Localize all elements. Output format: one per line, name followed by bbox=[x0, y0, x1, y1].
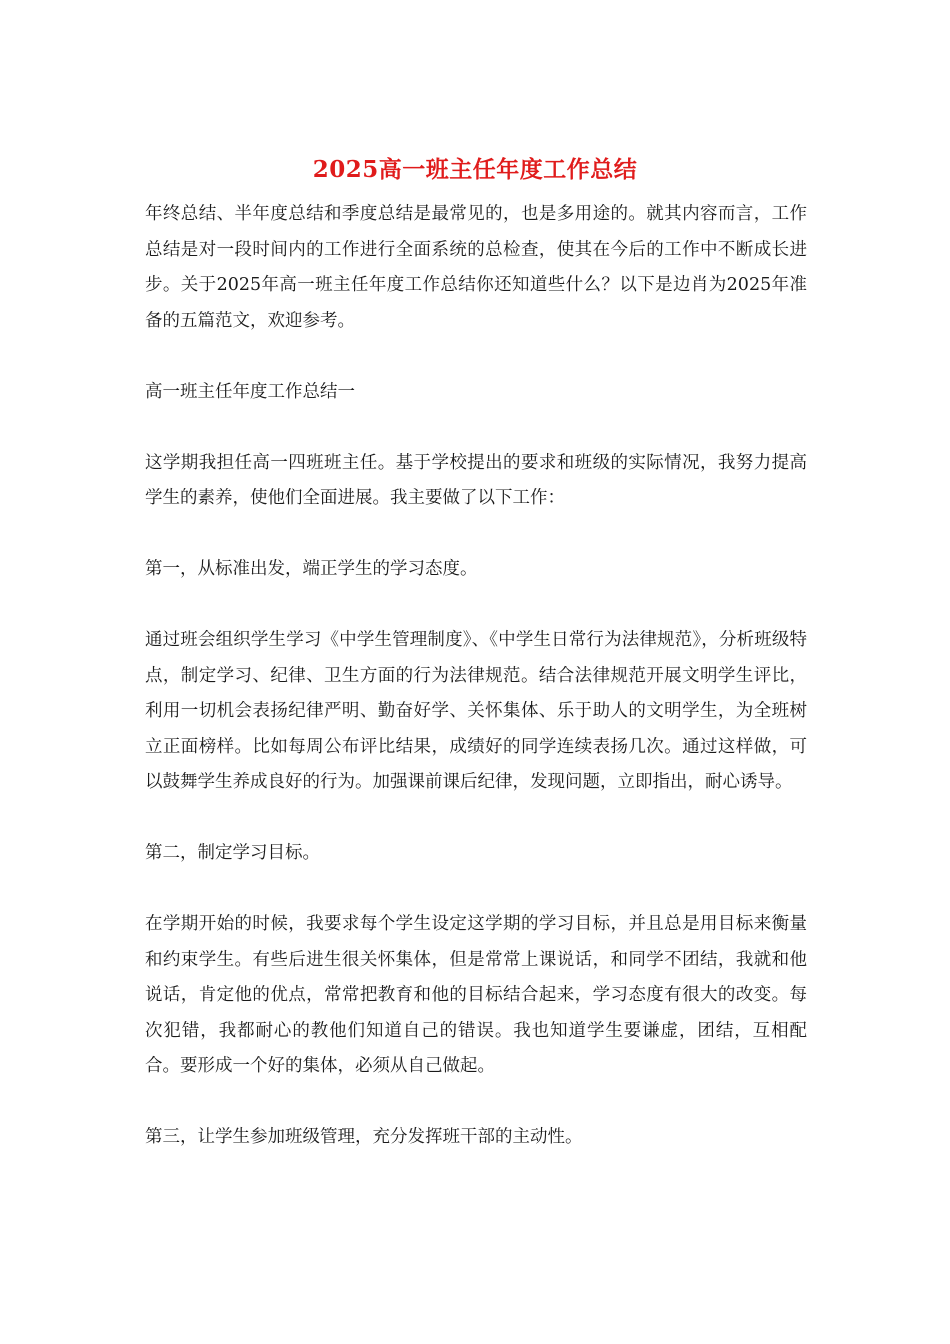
paragraph-spacer bbox=[145, 801, 807, 837]
section-heading: 高一班主任年度工作总结一 bbox=[145, 381, 355, 402]
paragraph-spacer bbox=[145, 517, 807, 553]
intro-paragraph: 年终总结、半年度总结和季度总结是最常见的，也是多用途的。就其内容而言，工作总结是对一段时间内的工作进行全面系统的总检查，使其在今后的工作中不断成长进步。关于2025年高一班主任年度工作总结你还知道些什么？以下是边肖为2025年准备的五篇范文，欢迎参考。 bbox=[145, 204, 807, 331]
body-paragraph: 在学期开始的时候，我要求每个学生设定这学期的学习目标，并且总是用目标来衡量和约束学生。有些后进生很关怀集体，但是常常上课说话，和同学不团结，我就和他说话，肯定他的优点，常常把教育和他的目标结合起来，学习态度有很大的改变。每次犯错，我都耐心的教他们知道自己的错误。我也知道学生要谦虚，团结，互相配合。要形成一个好的集体，必须从自己做起。 bbox=[145, 914, 807, 1076]
body-paragraph: 通过班会组织学生学习《中学生管理制度》、《中学生日常行为法律规范》，分析班级特点，制定学习、纪律、卫生方面的行为法律规范。结合法律规范开展文明学生评比，利用一切机会表扬纪律严明、勤奋好学、关怀集体、乐于助人的文明学生，为全班树立正面榜样。比如每周公布评比结果，成绩好的同学连续表扬几次。通过这样做，可以鼓舞学生养成良好的行为。加强课前课后纪律，发现问题，立即指出，耐心诱导。 bbox=[145, 630, 807, 792]
document-body bbox=[145, 197, 807, 1156]
paragraph-spacer bbox=[145, 339, 807, 375]
paragraph-spacer bbox=[145, 1085, 807, 1121]
paragraph-spacer bbox=[145, 872, 807, 908]
point-heading: 第三，让学生参加班级管理，充分发挥班干部的主动性。 bbox=[145, 1127, 583, 1147]
paragraph-spacer bbox=[145, 410, 807, 446]
point-heading: 第一，从标准出发，端正学生的学习态度。 bbox=[145, 559, 478, 579]
document-title: 2025高一班主任年度工作总结 bbox=[312, 156, 638, 183]
point-heading: 第二，制定学习目标。 bbox=[145, 843, 320, 863]
paragraph-spacer bbox=[145, 588, 807, 624]
body-paragraph: 这学期我担任高一四班班主任。基于学校提出的要求和班级的实际情况，我努力提高学生的素养，使他们全面进展。我主要做了以下工作： bbox=[145, 452, 807, 508]
